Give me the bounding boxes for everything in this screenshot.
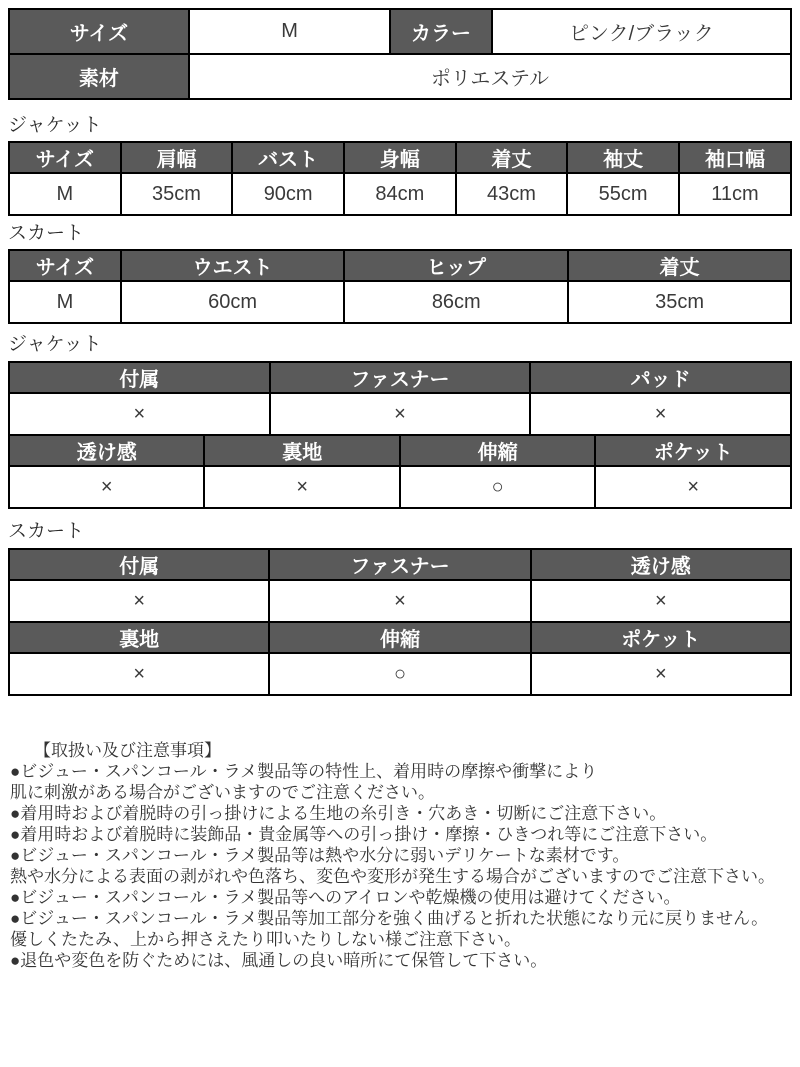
spec-value-cell: × [269,580,530,622]
spec-value-cell: 60cm [121,281,345,323]
spec-value-cell: × [270,393,531,435]
spec-header-cell: 袖丈 [567,142,679,173]
care-note-line: 肌に刺激がある場合がございますのでご注意ください。 [10,783,435,802]
care-note-line: ●着用時および着脱時に装飾品・貴金属等への引っ掛け・摩擦・ひきつれ等にご注意下さい。 [10,825,718,844]
spec-header-cell: パッド [530,362,791,393]
spec-value-cell: × [9,653,269,695]
spec-header-cell: サイズ [9,9,189,54]
care-note-line: ●ビジュー・スパンコール・ラメ製品等の特性上、着用時の摩擦や衝撃により [10,762,598,781]
spec-header-cell: 肩幅 [121,142,233,173]
spec-header-cell: 透け感 [531,549,791,580]
spec-value-cell: × [531,580,791,622]
care-note-line: 熱や水分による表面の剥がれや色落ち、変色や変形が発生する場合がございますのでご注意下さい。 [10,867,775,886]
spec-value-cell: M [189,9,390,54]
care-note-line: 優しくたたみ、上から押さえたり叩いたりしない様ご注意下さい。 [10,930,522,949]
skirt-size-table [8,249,792,324]
spec-header-cell: カラー [390,9,492,54]
care-note-line: ●ビジュー・スパンコール・ラメ製品等は熱や水分に弱いデリケートな素材です。 [10,846,630,865]
spec-value-cell: ○ [400,466,595,508]
spec-value-cell: 86cm [344,281,568,323]
spec-value-cell: ピンク/ブラック [492,9,791,54]
jacket-feature-table [8,361,792,509]
spec-value-cell: ポリエステル [189,54,791,99]
spec-header-cell: バスト [232,142,344,173]
care-note-line: ●ビジュー・スパンコール・ラメ製品等加工部分を強く曲げると折れた状態になり元に戻りません。 [10,909,769,928]
care-note-line: ●着用時および着脱時の引っ掛けによる生地の糸引き・穴あき・切断にご注意下さい。 [10,804,667,823]
spec-header-cell: 伸縮 [400,435,595,466]
section-label-skirt-features: スカート [8,521,85,542]
spec-header-cell: 透け感 [9,435,204,466]
spec-header-cell: 着丈 [456,142,568,173]
spec-header-cell: 袖口幅 [679,142,791,173]
spec-value-cell: × [9,580,269,622]
spec-value-cell: × [531,653,791,695]
spec-value-cell: M [9,281,121,323]
spec-header-cell: ポケット [531,622,791,653]
spec-value-cell: × [204,466,399,508]
spec-value-cell: × [530,393,791,435]
spec-value-cell: M [9,173,121,215]
summary-spec-table [8,8,792,100]
spec-value-cell: × [9,466,204,508]
spec-value-cell: 35cm [121,173,233,215]
spec-header-cell: 裏地 [204,435,399,466]
spec-value-cell: 84cm [344,173,456,215]
spec-header-cell: 素材 [9,54,189,99]
spec-header-cell: 伸縮 [269,622,530,653]
spec-header-cell: 付属 [9,362,270,393]
skirt-feature-table [8,548,792,696]
spec-header-cell: ファスナー [270,362,531,393]
spec-header-cell: ウエスト [121,250,345,281]
spec-header-cell: ヒップ [344,250,568,281]
spec-header-cell: ポケット [595,435,791,466]
spec-value-cell: ○ [269,653,530,695]
care-notes-lines [8,761,792,971]
spec-header-cell: サイズ [9,250,121,281]
section-label-jacket-features: ジャケット [8,334,102,355]
jacket-size-table [8,141,792,216]
care-notes-heading: 【取扱い及び注意事項】 [34,741,221,760]
spec-header-cell: サイズ [9,142,121,173]
spec-header-cell: ファスナー [269,549,530,580]
spec-value-cell: 43cm [456,173,568,215]
spec-value-cell: 55cm [567,173,679,215]
spec-header-cell: 付属 [9,549,269,580]
spec-value-cell: × [595,466,791,508]
spec-header-cell: 裏地 [9,622,269,653]
spec-value-cell: 35cm [568,281,791,323]
spec-header-cell: 身幅 [344,142,456,173]
care-note-line: ●退色や変色を防ぐためには、風通しの良い暗所にて保管して下さい。 [10,951,548,970]
section-label-skirt-size: スカート [8,223,85,244]
spec-value-cell: × [9,393,270,435]
care-note-line: ●ビジュー・スパンコール・ラメ製品等へのアイロンや乾燥機の使用は避けてください。 [10,888,681,907]
spec-header-cell: 着丈 [568,250,791,281]
care-notes [8,740,792,971]
section-label-jacket-size: ジャケット [8,115,102,136]
spec-value-cell: 11cm [679,173,791,215]
spec-value-cell: 90cm [232,173,344,215]
